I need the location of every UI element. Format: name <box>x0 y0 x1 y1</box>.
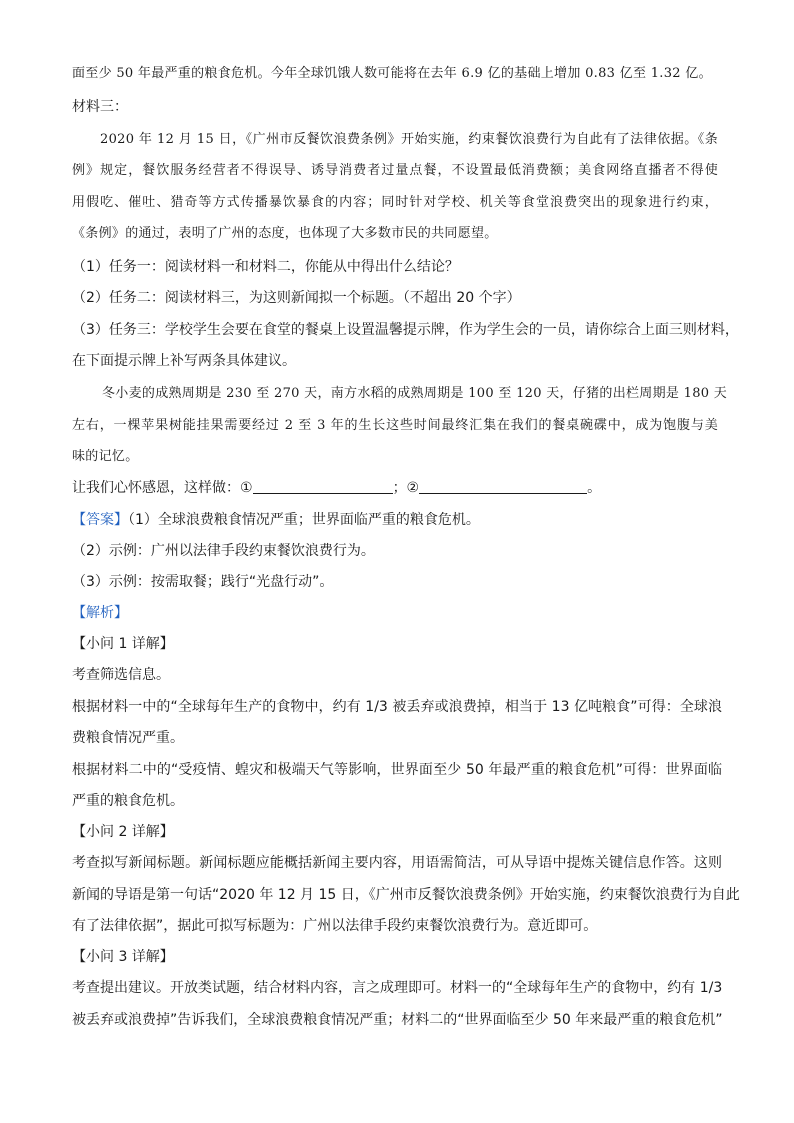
answer-3: （3）示例：按需取餐；践行“光盘行动”。 <box>72 574 334 590</box>
answer-label: 【答案】 <box>72 512 128 528</box>
prompt-mid: ；② <box>392 480 420 496</box>
task-1: （1）任务一：阅读材料一和材料二，你能从中得出什么结论？ <box>72 259 459 275</box>
answer-blank-1[interactable] <box>253 479 393 494</box>
q1-line: 考查筛选信息。 <box>72 667 170 683</box>
q3-line: 考查提出建议。开放类试题，结合材料内容，言之成理即可。材料一的“全球每年生产的食物中，约有 1/3 <box>72 980 723 996</box>
analysis-label: 【解析】 <box>72 605 128 621</box>
q3-title: 【小问 3 详解】 <box>72 949 174 965</box>
q2-line: 考查拟写新闻标题。新闻标题应能概括新闻主要内容，用语需简洁，可从导语中提炼关键信息作答。这则 <box>72 855 722 871</box>
top-line: 面至少 50 年最严重的粮食危机。今年全球饥饿人数可能将在去年 6.9 亿的基础上增加 0.83 亿至 1.32 亿。 <box>72 66 712 81</box>
task-3: （3）任务三：学校学生会要在食堂的餐桌上设置温馨提示牌，作为学生会的一员，请你综合上面三则材料， <box>72 322 739 338</box>
answer-blank-2[interactable] <box>419 479 587 494</box>
answer-2: （2）示例：广州以法律手段约束餐饮浪费行为。 <box>72 543 375 559</box>
q3-line: 被丢弃或浪费掉”告诉我们，全球浪费粮食情况严重；材料二的“世界面临至少 50 年来最严重的粮食危机” <box>72 1012 723 1028</box>
q2-title: 【小问 2 详解】 <box>72 824 174 840</box>
material-3-paragraph-line: 《条例》的通过，表明了广州的态度，也体现了大多数市民的共同愿望。 <box>72 226 498 241</box>
answer-1: （1）全球浪费粮食情况严重；世界面临严重的粮食危机。 <box>128 512 480 528</box>
sign-text-line: 冬小麦的成熟周期是 230 至 270 天，南方水稻的成熟周期是 100 至 120 天，仔猪的出栏周期是 180 天 <box>102 386 728 401</box>
q1-line: 根据材料二中的“受疫情、蝗灾和极端天气等影响，世界面至少 50 年最严重的粮食危机”可得：世界面临 <box>72 762 722 778</box>
material-3-paragraph-line: 用假吃、催吐、猎奇等方式传播暴饮暴食的内容；同时针对学校、机关等食堂浪费突出的现象进行约束， <box>72 195 718 210</box>
q1-title: 【小问 1 详解】 <box>72 636 174 652</box>
q1-line: 严重的粮食危机。 <box>72 793 184 809</box>
task-3-continued: 在下面提示牌上补写两条具体建议。 <box>72 353 296 369</box>
material-3-paragraph-line: 2020 年 12 月 15 日，《广州市反餐饮浪费条例》开始实施，约束餐饮浪费行为自此有了法律依据。《条 <box>100 132 718 147</box>
material-3-paragraph-line: 例》规定，餐饮服务经营者不得误导、诱导消费者过量点餐，不设置最低消费额；美食网络直播者不得使 <box>72 163 718 178</box>
answer-line-1 <box>72 510 722 530</box>
material-3-label: 材料三： <box>72 99 128 115</box>
sign-text-line: 味的记忆。 <box>72 449 139 464</box>
prompt-end: 。 <box>587 480 602 496</box>
prompt-lead: 让我们心怀感恩，这样做：① <box>72 480 253 496</box>
q1-line: 费粮食情况严重。 <box>72 730 184 746</box>
q2-line: 有了法律依据”，据此可拟写标题为：广州以法律手段约束餐饮浪费行为。意近即可。 <box>72 918 598 934</box>
task-2: （2）任务二：阅读材料三，为这则新闻拟一个标题。（不超出 20 个字） <box>72 290 521 306</box>
fill-in-prompt <box>72 478 722 498</box>
sign-text-line: 左右，一棵苹果树能挂果需要经过 2 至 3 年的生长这些时间最终汇集在我们的餐桌碗碟中，成为饱腹与美 <box>72 418 718 433</box>
q1-line: 根据材料一中的“全球每年生产的食物中，约有 1/3 被丢弃或浪费掉，相当于 13 亿吨粮食”可得：全球浪 <box>72 699 722 715</box>
q2-line: 新闻的导语是第一句话“2020 年 12 月 15 日，《广州市反餐饮浪费条例》开始实施，约束餐饮浪费行为自此 <box>72 887 740 903</box>
